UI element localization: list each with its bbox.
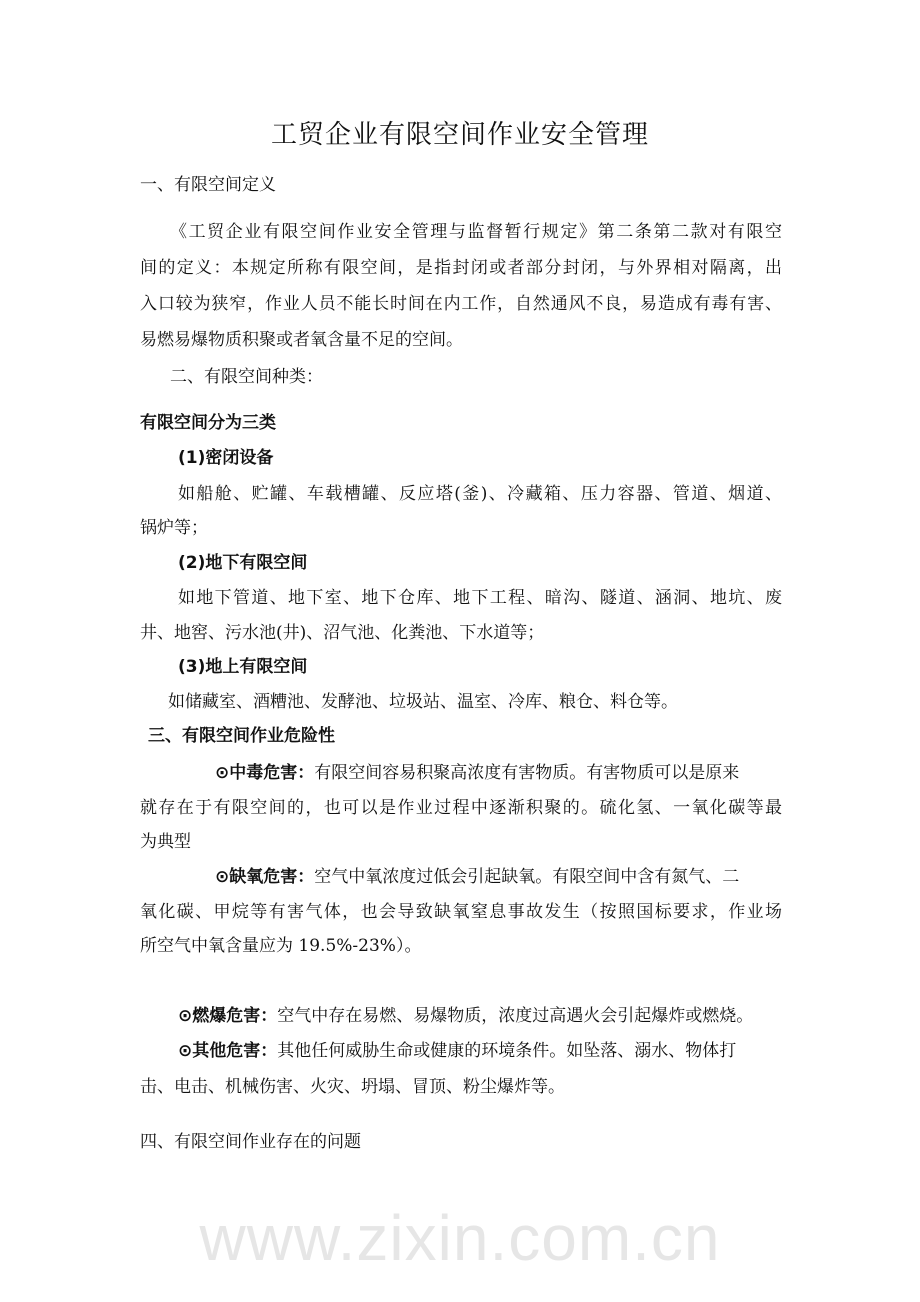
document-title: 工贸企业有限空间作业安全管理 — [270, 120, 649, 150]
hazard-label: ⊙中毒危害： — [215, 763, 315, 783]
paragraph-line: 为典型 — [140, 832, 191, 852]
paragraph-line: 如船舱、贮罐、车载槽罐、反应塔(釜)、冷藏箱、压力容器、管道、烟道、 — [178, 484, 782, 504]
category-2-title: (2)地下有限空间 — [178, 553, 308, 573]
paragraph-line: 氧化碳、甲烷等有害气体，也会导致缺氧窒息事故发生（按照国标要求，作业场 — [140, 902, 782, 922]
paragraph-line: 击、电击、机械伤害、火灾、坍塌、冒顶、粉尘爆炸等。 — [140, 1077, 565, 1097]
category-3-title: (3)地上有限空间 — [178, 657, 308, 677]
section-4-heading: 四、有限空间作业存在的问题 — [140, 1132, 361, 1152]
watermark: www.zixin.com.cn — [199, 1202, 721, 1274]
hazard-label: ⊙其他危害： — [178, 1041, 278, 1061]
paragraph-line: 井、地窖、污水池(井)、沼气池、化粪池、下水道等； — [140, 623, 545, 643]
hazard-text: 空气中氧浓度过低会引起缺氧。有限空间中含有氮气、二 — [314, 867, 740, 887]
hazard-text: 有限空间容易积聚高浓度有害物质。有害物质可以是原来 — [314, 763, 740, 783]
hazard-other — [178, 1040, 736, 1062]
section-3-heading: 三、有限空间作业危险性 — [148, 726, 335, 746]
paragraph-line: 间的定义：本规定所称有限空间，是指封闭或者部分封闭，与外界相对隔离，出 — [140, 258, 782, 278]
hazard-label: ⊙燃爆危害： — [178, 1006, 278, 1026]
paragraph-line: 就存在于有限空间的，也可以是作业过程中逐渐积聚的。硫化氢、一氧化碳等最 — [140, 798, 782, 818]
section-2-heading: 二、有限空间种类： — [170, 367, 323, 387]
section-1-heading: 一、有限空间定义 — [140, 175, 276, 195]
hazard-text: 空气中存在易燃、易爆物质，浓度过高遇火会引起爆炸或燃烧。 — [277, 1006, 754, 1026]
hazard-text: 其他任何威胁生命或健康的环境条件。如坠落、溺水、物体打 — [277, 1041, 737, 1061]
paragraph-line: 《工贸企业有限空间作业安全管理与监督暂行规定》第二条第二款对有限空 — [170, 222, 782, 242]
paragraph-line: 易燃易爆物质积聚或者氧含量不足的空间。 — [140, 330, 463, 350]
paragraph-line: 锅炉等； — [140, 518, 208, 538]
hazard-oxygen-deficiency — [215, 866, 739, 888]
hazard-explosion — [178, 1005, 753, 1027]
paragraph-line: 所空气中氧含量应为 19.5%-23%）。 — [140, 936, 422, 956]
hazard-label: ⊙缺氧危害： — [215, 867, 315, 887]
paragraph-line: 如储藏室、酒糟池、发酵池、垃圾站、温室、冷库、粮仓、料仓等。 — [168, 692, 678, 712]
subheading: 有限空间分为三类 — [140, 413, 276, 433]
category-1-title: (1)密闭设备 — [178, 448, 274, 468]
paragraph-line: 入口较为狭窄，作业人员不能长时间在内工作，自然通风不良，易造成有毒有害、 — [140, 294, 782, 314]
paragraph-line: 如地下管道、地下室、地下仓库、地下工程、暗沟、隧道、涵洞、地坑、废 — [178, 588, 782, 608]
hazard-poisoning — [215, 762, 739, 784]
